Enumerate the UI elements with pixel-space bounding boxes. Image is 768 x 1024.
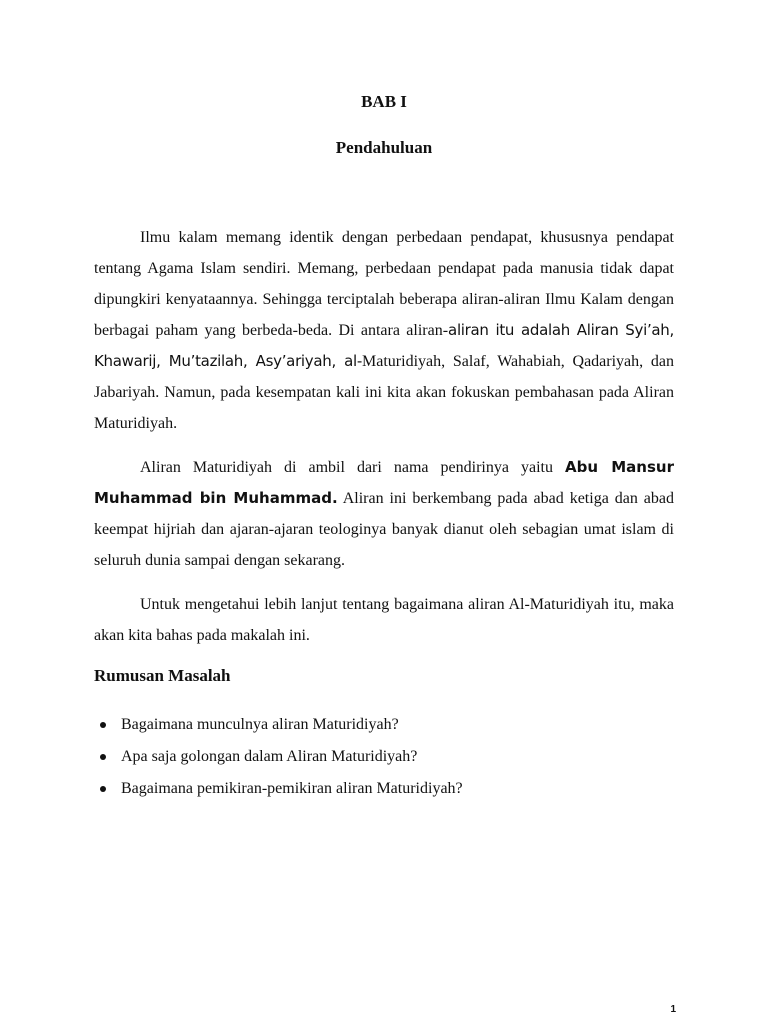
bullet-icon	[100, 754, 106, 760]
purpose-paragraph	[94, 589, 674, 651]
intro-text-a: Ilmu kalam memang identik dengan perbedaan pendapat, khususnya pendapat tentang Agama Islam sendiri. Memang, perbedaan pendapat pada manusia tidak dapat dipungkiri kenyataannya. Sehingga terciptalah beberapa aliran-aliran Ilmu Kalam dengan berbagai paham yang berbeda-beda. Di antara aliran-	[94, 229, 674, 339]
intro-text-sects: aliran itu adalah Aliran Syi’ah, Khawarij, Mu’tazilah, Asy’ariyah, al-	[94, 321, 674, 370]
founder-paragraph	[94, 452, 674, 576]
bullet-icon	[100, 786, 106, 792]
question-text: Bagaimana pemikiran-pemikiran aliran Maturidiyah?	[121, 780, 463, 797]
founder-text-b: Aliran ini berkembang pada abad ketiga dan abad keempat hijriah dan ajaran-ajaran teologinya banyak dianut oleh sebagian umat islam di seluruh dunia sampai dengan sekarang.	[94, 490, 674, 569]
page-number: 1	[670, 1004, 676, 1015]
intro-paragraph	[94, 222, 674, 439]
founder-name: Abu Mansur Muhammad bin Muhammad.	[94, 458, 674, 507]
bullet-icon	[100, 722, 106, 728]
intro-text-c: Maturidiyah, Salaf, Wahabiah, Qadariyah, dan Jabariyah. Namun, pada kesempatan kali ini kita akan fokuskan pembahasan pada Aliran Maturidiyah.	[94, 353, 674, 432]
question-text: Apa saja golongan dalam Aliran Maturidiyah?	[121, 748, 418, 765]
problem-statement-heading: Rumusan Masalah	[94, 666, 231, 685]
list-item	[94, 741, 674, 773]
purpose-text: Untuk mengetahui lebih lanjut tentang bagaimana aliran Al-Maturidiyah itu, maka akan kita bahas pada makalah ini.	[94, 596, 674, 644]
list-item	[94, 773, 674, 805]
section-title: Pendahuluan	[335, 138, 433, 157]
question-list	[94, 709, 674, 805]
question-text: Bagaimana munculnya aliran Maturidiyah?	[121, 716, 399, 733]
chapter-title: BAB I	[361, 92, 407, 111]
list-item	[94, 709, 674, 741]
founder-text-a: Aliran Maturidiyah di ambil dari nama pendirinya yaitu	[140, 459, 565, 476]
